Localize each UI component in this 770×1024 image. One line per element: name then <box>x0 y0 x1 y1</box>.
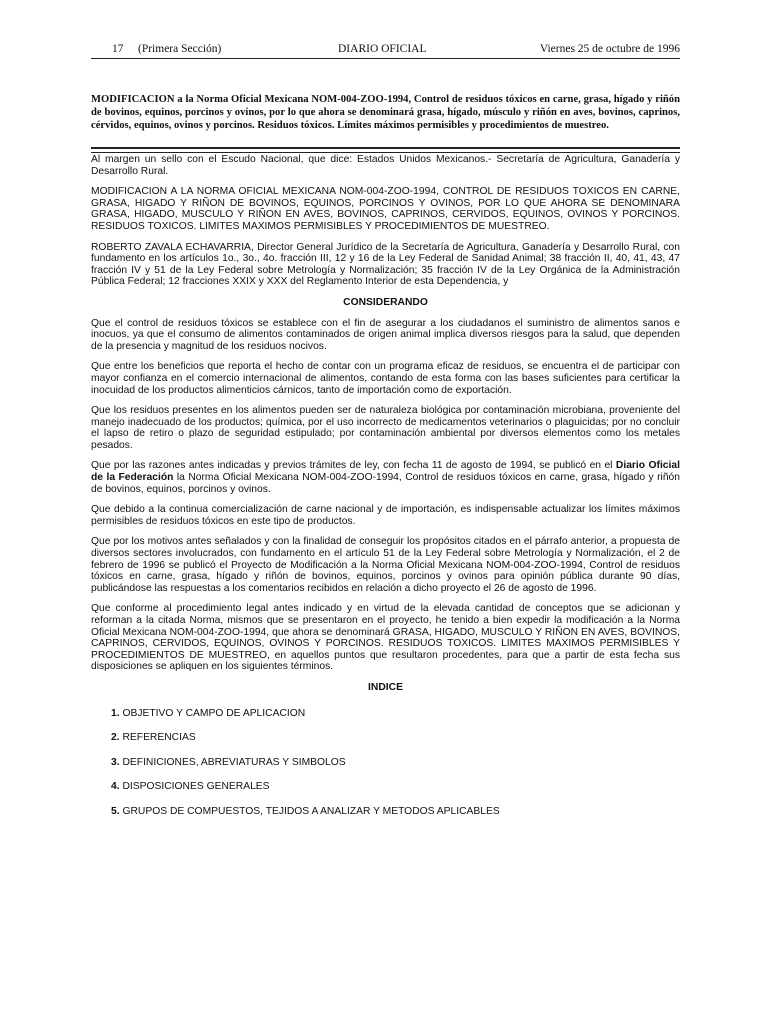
indice-heading: INDICE <box>368 681 403 693</box>
index-item-label: DEFINICIONES, ABREVIATURAS Y SIMBOLOS <box>122 756 346 768</box>
index-item-number: 4. <box>111 781 120 793</box>
document-title: MODIFICACION a la Norma Oficial Mexicana NOM-004-ZOO-1994, Control de residuos tóxicos en carne, grasa, hígado y riñón de bovinos, equinos, porcinos y ovinos, por lo que ahora se denominará grasa, hígado, músculo y riñón en aves, bovinos, caprinos, cérvidos, equinos, ovinos y porcinos. Residuos tóxicos. Límites máximos permisibles y procedimientos de muestreo. <box>91 94 680 131</box>
index-item-label: DISPOSICIONES GENERALES <box>122 781 270 793</box>
index-item-number: 5. <box>111 805 120 817</box>
index-item <box>111 781 680 793</box>
considerando-paragraph-2: Que entre los beneficios que reporta el hecho de contar con un programa eficaz de residuos, se encuentra el de participar con mayor confianza en el comercio internacional de alimentos, contando de esta forma con las bases suficientes para certificar la inocuidad de los productos alimenticios cárnicos, tanto de importación como de exportación. <box>91 361 680 396</box>
considerando-paragraph-4 <box>91 460 680 495</box>
considerando-paragraph-5: Que debido a la continua comercialización de carne nacional y de importación, es indispensable actualizar los límites máximos permisibles de residuos tóxicos en este tipo de productos. <box>91 504 680 527</box>
index-item-number: 3. <box>111 756 120 768</box>
considerando-paragraph-6: Que por los motivos antes señalados y con la finalidad de conseguir los propósitos citados en el párrafo anterior, a propuesta de diversos sectores involucrados, con fundamento en el artículo 51 de la Ley Federal sobre Metrología y Normalización, el 2 de febrero de 1996 se publicó el Proyecto de Modificación a la Norma Oficial Mexicana NOM-004-ZOO-1994, Control de residuos tóxicos en carne, grasa, hígado y riñón de bovinos, equinos, porcinos y ovinos para opinión pública durante 90 días, publicándose las respuestas a los comentarios recibidos en relación a dicho proyecto el 26 de agosto de 1996. <box>91 536 680 594</box>
index-item <box>111 757 680 769</box>
diario-oficial-reference: Diario Oficial de la Federación <box>91 460 680 484</box>
signatory-paragraph: ROBERTO ZAVALA ECHAVARRIA, Director General Jurídico de la Secretaría de Agricultura, Ganadería y Desarrollo Rural, con fundamento en los artículos 1o., 3o., 4o. fracción III, 12 y 16 de la Ley Federal de Sanidad Animal; 38 fracción II, 40, 41, 43, 47 fracción IV y 51 de la Ley Federal sobre Metrología y Normalización; 35 fracción IV de la Ley Orgánica de la Administración Pública Federal; 12 fracciones XXIX y XXX del Reglamento Interior de esta Dependencia, y <box>91 241 680 288</box>
considerando-paragraph-1: Que el control de residuos tóxicos se establece con el fin de asegurar a los ciudadanos el suministro de alimentos sanos e inocuos, ya que el consumo de alimentos contaminados de origen animal implica diversos riesgos para la salud, que dependen de la presencia y magnitud de los residuos nocivos. <box>91 317 680 352</box>
page-header <box>91 43 680 59</box>
header-rule <box>91 58 680 59</box>
index-item <box>111 708 680 720</box>
considerando-paragraph-7: Que conforme al procedimiento legal antes indicado y en virtud de la elevada cantidad de conceptos que se adicionan y reforman a la citada Norma, mismos que se presentaron en el proyecto, he tenido a bien expedir la modificación a la Norma Oficial Mexicana NOM-004-ZOO-1994, que ahora se denominará GRASA, HIGADO, MUSCULO Y RIÑON EN AVES, BOVINOS, CAPRINOS, CERVIDOS, EQUINOS, OVINOS Y PORCINOS. RESIDUOS TOXICOS. LIMITES MAXIMOS PERMISIBLES Y PROCEDIMIENTOS DE MUESTREO, en aquellos puntos que resultaron procedentes, para que a partir de esta fecha sus disposiciones se apliquen en los siguientes términos. <box>91 603 680 673</box>
index-item <box>111 732 680 744</box>
seal-paragraph: Al margen un sello con el Escudo Nacional, que dice: Estados Unidos Mexicanos.- Secretaría de Agricultura, Ganadería y Desarrollo Rural. <box>91 154 680 177</box>
caps-title-paragraph: MODIFICACION A LA NORMA OFICIAL MEXICANA NOM-004-ZOO-1994, CONTROL DE RESIDUOS TOXICOS EN CARNE, GRASA, HIGADO Y RIÑON DE BOVINOS, EQUINOS, PORCINOS Y OVINOS, POR LO QUE AHORA SE DENOMINARA GRASA, HIGADO, MUSCULO Y RIÑON EN AVES, BOVINOS, CAPRINOS, CERVIDOS, EQUINOS, OVINOS Y PORCINOS. RESIDUOS TOXICOS. LIMITES MAXIMOS PERMISIBLES Y PROCEDIMIENTOS DE MUESTREO. <box>91 186 680 232</box>
considerando-heading: CONSIDERANDO <box>343 296 428 308</box>
considerando-paragraph-3: Que los residuos presentes en los alimentos pueden ser de naturaleza biológica por contaminación microbiana, proveniente del manejo inadecuado de los productos; química, por el uso incorrecto de medicamentos veterinarios o plaguicidas; por no concluir el lapso de retiro o plazo de seguridad estipulado; por contaminación ambiental por diversos elementos como los metales pesados. <box>91 405 680 451</box>
index-list <box>91 708 680 818</box>
section-label: (Primera Sección) <box>138 43 222 55</box>
document-body <box>91 154 680 831</box>
index-item-label: GRUPOS DE COMPUESTOS, TEJIDOS A ANALIZAR Y METODOS APLICABLES <box>122 805 500 817</box>
index-item-label: REFERENCIAS <box>122 732 196 744</box>
paragraph-text: Que por las razones antes indicadas y previos trámites de ley, con fecha 11 de agosto de 1994, se publicó en el <box>91 460 616 472</box>
page-number: 17 <box>112 43 124 55</box>
publication-date: Viernes 25 de octubre de 1996 <box>539 43 680 55</box>
paragraph-text: la Norma Oficial Mexicana NOM-004-ZOO-1994, Control de residuos tóxicos en carne, grasa, hígado y riñón de bovinos, equinos, porcinos y ovinos. <box>91 472 680 495</box>
index-item <box>111 806 680 818</box>
index-item-label: OBJETIVO Y CAMPO DE APLICACION <box>122 707 306 719</box>
publication-name: DIARIO OFICIAL <box>338 43 427 55</box>
index-item-number: 2. <box>111 732 120 744</box>
index-item-number: 1. <box>111 707 120 719</box>
title-double-rule <box>91 147 680 153</box>
